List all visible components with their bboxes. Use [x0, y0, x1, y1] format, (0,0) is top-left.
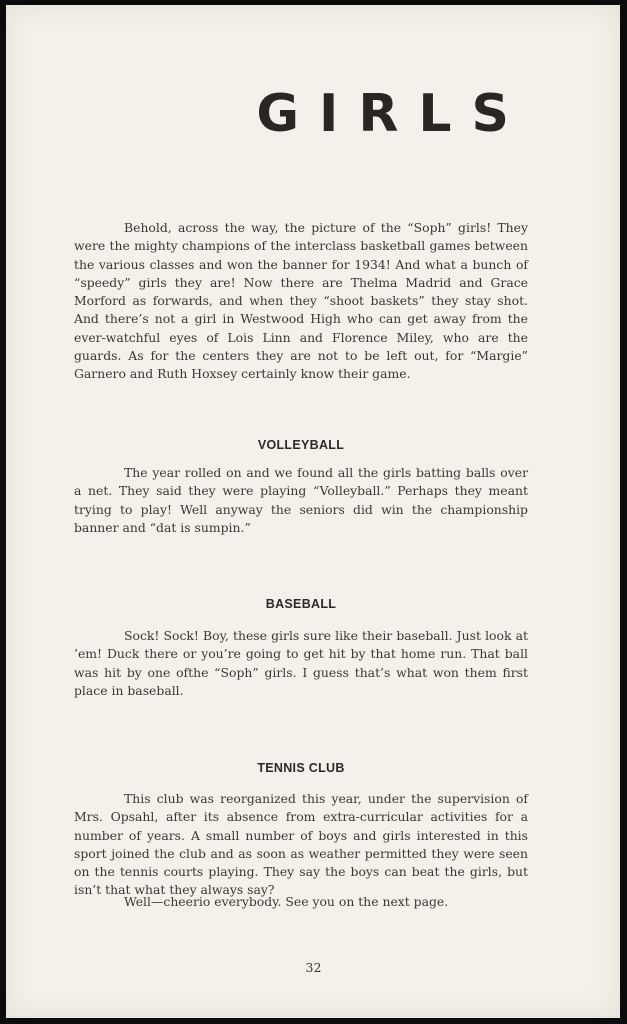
page-number: 32 — [305, 960, 322, 975]
tennis-club-paragraph: This club was reorganized this year, under the supervision of Mrs. Opsahl, after its absence from extra-curricular activities for a number of years. A small number of boys and girls interested in this sport joined the club and as soon as weather permitted they were seen on the tennis courts playing. They say the boys can beat the girls, but isn’t that what they always say? — [74, 791, 528, 898]
volleyball-paragraph: The year rolled on and we found all the girls batting balls over a net. They said they were playing “Volleyball.” Perhaps they meant trying to play! Well anyway the seniors did win the championship banner and “dat is sumpin.” — [74, 465, 528, 535]
closing-line: Well—cheerio everybody. See you on the next page. — [124, 894, 449, 909]
baseball-heading: BASEBALL — [265, 597, 337, 611]
page-title: GIRLS — [256, 84, 529, 144]
intro-paragraph: Behold, across the way, the picture of the “Soph” girls! They were the mighty champions of the interclass basketball games between the various classes and won the banner for 1934! And what a bunch of “speedy” girls they are! Now there are Thelma Madrid and Grace Morford as forwards, and when they “shoot baskets” they stay shot. And there’s not a girl in Westwood High who can get away from the ever-watchful eyes of Lois Linn and Florence Miley, who are the guards. As for the centers they are not to be left out, for “Margie” Garnero and Ruth Hoxsey certainly know their game. — [74, 220, 528, 382]
baseball-paragraph: Sock! Sock! Boy, these girls sure like their baseball. Just look at ’em! Duck there or you’re going to get hit by that home run. That ball was hit by one ofthe “Soph” girls. I guess that’s what won them first place in baseball. — [74, 628, 528, 698]
tennis-club-heading: TENNIS CLUB — [257, 761, 345, 775]
volleyball-heading: VOLLEYBALL — [257, 438, 345, 452]
